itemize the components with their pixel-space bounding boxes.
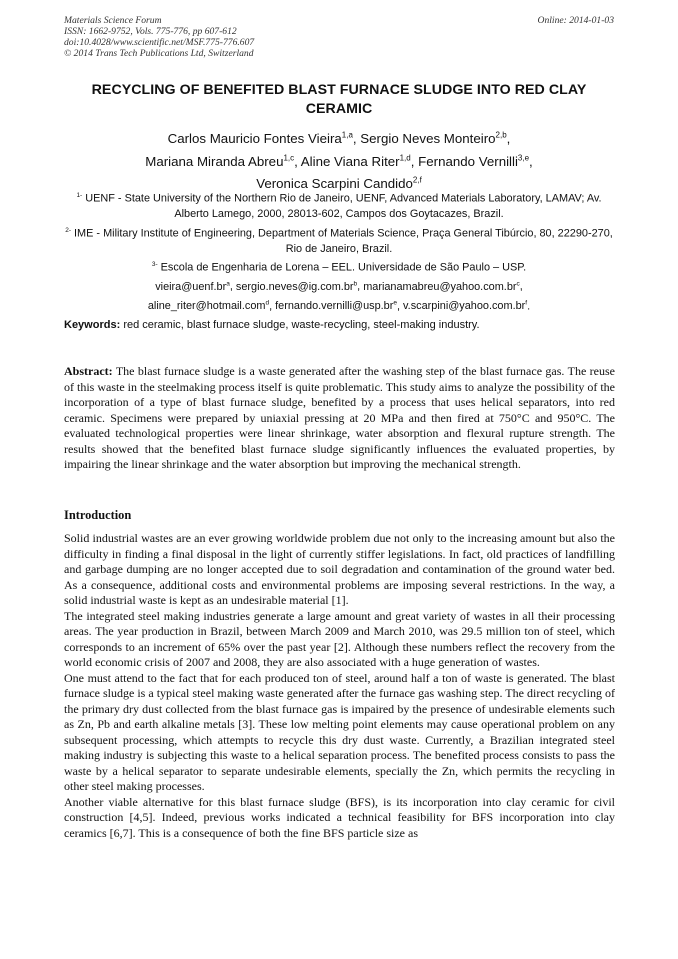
author: Sergio Neves Monteiro$^{2,b}$,	[360, 131, 511, 147]
paragraph: The integrated steel making industries generate a large amount and great variety of wastes in all their processing areas. The year production in Brazil, between March 2009 and March 2010, was 29.5 million ton of steel, which corresponds to an increment of 65% over the past year [2]. Although these numbers reflect the recovery from the world economic crisis of 2007 and 2008, they are also associated with a huge generation of wastes.	[64, 608, 615, 669]
introduction-body	[64, 531, 615, 841]
author-list	[64, 126, 614, 193]
abstract-label: Abstract:	[64, 364, 113, 378]
author: Carlos Mauricio Fontes Vieira$^{1,a}$,	[167, 131, 361, 147]
keywords-text: red ceramic, blast furnace sludge, waste-recycling, steel-making industry.	[123, 319, 480, 331]
email-link[interactable]: $v.scarpini@yahoo.com.br^f$	[403, 299, 528, 313]
affiliation-1: $^{1-}$ UENF - State University of the Northern Rio de Janeiro, UENF, Advanced Materials Laboratory, LAMAV; Av. Alberto Lamego, 2000, 28013-602, Campos dos Goytacazes, Brazil.	[76, 192, 602, 221]
keywords-label: Keywords:	[64, 319, 121, 331]
email-link[interactable]: $fernando.vernilli@usp.br^e$	[275, 299, 397, 313]
email-link[interactable]: $sergio.neves@ig.com.br^b$	[235, 280, 358, 293]
email-link[interactable]: $vieira@uenf.br^a$	[155, 280, 230, 293]
email-line-1: $vieira@uenf.br^a$, $sergio.neves@ig.com.br^b$, $marianamabreu@yahoo.com.br^c$,	[155, 280, 523, 293]
affiliations	[64, 188, 614, 315]
paragraph: One must attend to the fact that for each produced ton of steel, around half a ton of waste is generated. The blast furnace sludge is a typical steel making waste generated after the furnace gas washing step. The direct recycling of the primary dry dust collected from the blast furnace gas is impaired by the presence of undesirable elements such as Zn, Pb and earth alkaline metals [3]. These low melting point elements may cause operational problem on any subsequent processing, which attempts to recycle this dry dust waste. Currently, a Brazilian integrated steel making industry is subjecting this waste to a helical separation process. The benefited process consists to pass the waste by a helical separator to separate undesirable elements, specially the Zn, which permits the recycling in other steel making processes.	[64, 670, 615, 793]
author: Fernando Vernilli$^{3,e}$,	[418, 153, 533, 169]
section-heading-introduction: Introduction	[64, 508, 132, 522]
email-link[interactable]: $marianamabreu@yahoo.com.br^c$	[363, 280, 520, 293]
paragraph: Another viable alternative for this blast furnace sludge (BFS), is its incorporation into clay ceramic for civil construction [4,5]. Indeed, previous works indicated a technical feasibility for BFS incorporation into clay ceramics [6,7]. This is a consequence of both the fine BFS particle size as	[64, 794, 615, 840]
paper-title: RECYCLING OF BENEFITED BLAST FURNACE SLUDGE INTO RED CLAY CERAMIC	[91, 82, 587, 117]
abstract	[64, 364, 615, 473]
abstract-text: The blast furnace sludge is a waste generated after the washing step of the blast furnace gas. The reuse of this waste in the steelmaking process itself is quite problematic. This study aims to analyze the possibility of the incorporation of a type of blast furnace sludge, benefited by a process that uses helical separators, into red ceramic. Specimens were prepared by uniaxial pressing at 20 MPa and then fired at 750°C and 950°C. The evaluated technological properties were linear shrinkage, water absorption and flexural rupture strength. The results showed that the benefited blast furnace sludge significantly influences the evaluated properties, by impairing the linear shrinkage and the water absorption but improving the mechanical strength.	[64, 364, 616, 471]
journal-header	[64, 15, 254, 59]
journal-name: Materials Science Forum	[64, 15, 162, 26]
affiliation-3: $^{3-}$ Escola de Engenharia de Lorena – EEL. Universidade de São Paulo – USP.	[151, 261, 527, 274]
paragraph: Solid industrial wastes are an ever growing worldwide problem due not only to the increasing amount but also the difficulty in finding a final disposal in the light of currently stiffer legislations. In fact, old practices of landfilling and garbage dumping are no longer accepted due to soil degradation and contamination of the ground water bed. As a consequence, additional costs and environmental problems are imposing several restrictions. In the way, a solid industrial waste is kept as an undesirable material [1].	[64, 531, 615, 607]
author: Veronica Scarpini Candido$^{2,f}$	[256, 175, 422, 192]
author: Mariana Miranda Abreu$^{1,c}$,	[145, 153, 301, 169]
author: Aline Viana Riter$^{1,d}$,	[300, 153, 419, 169]
issn-line: ISSN: 1662-9752, Vols. 775-776, pp 607-612	[64, 26, 237, 37]
keywords	[64, 318, 614, 332]
email-link[interactable]: aline_riter@hotmail.com$^d$	[147, 299, 270, 313]
online-date: Online: 2014-01-03	[537, 15, 614, 26]
email-line-2: aline_riter@hotmail.com$^d$, $fernando.vernilli@usp.br^e$, $v.scarpini@yahoo.com.br^f$.	[147, 299, 531, 313]
affiliation-2: $^{2-}$ IME - Military Institute of Engineering, Department of Materials Science, Praça General Tibúrcio, 80, 22290-270, Rio de Janeiro, Brazil.	[65, 226, 613, 255]
copyright-line: © 2014 Trans Tech Publications Ltd, Switzerland	[64, 48, 254, 59]
doi-line: doi:10.4028/www.scientific.net/MSF.775-776.607	[64, 37, 255, 48]
